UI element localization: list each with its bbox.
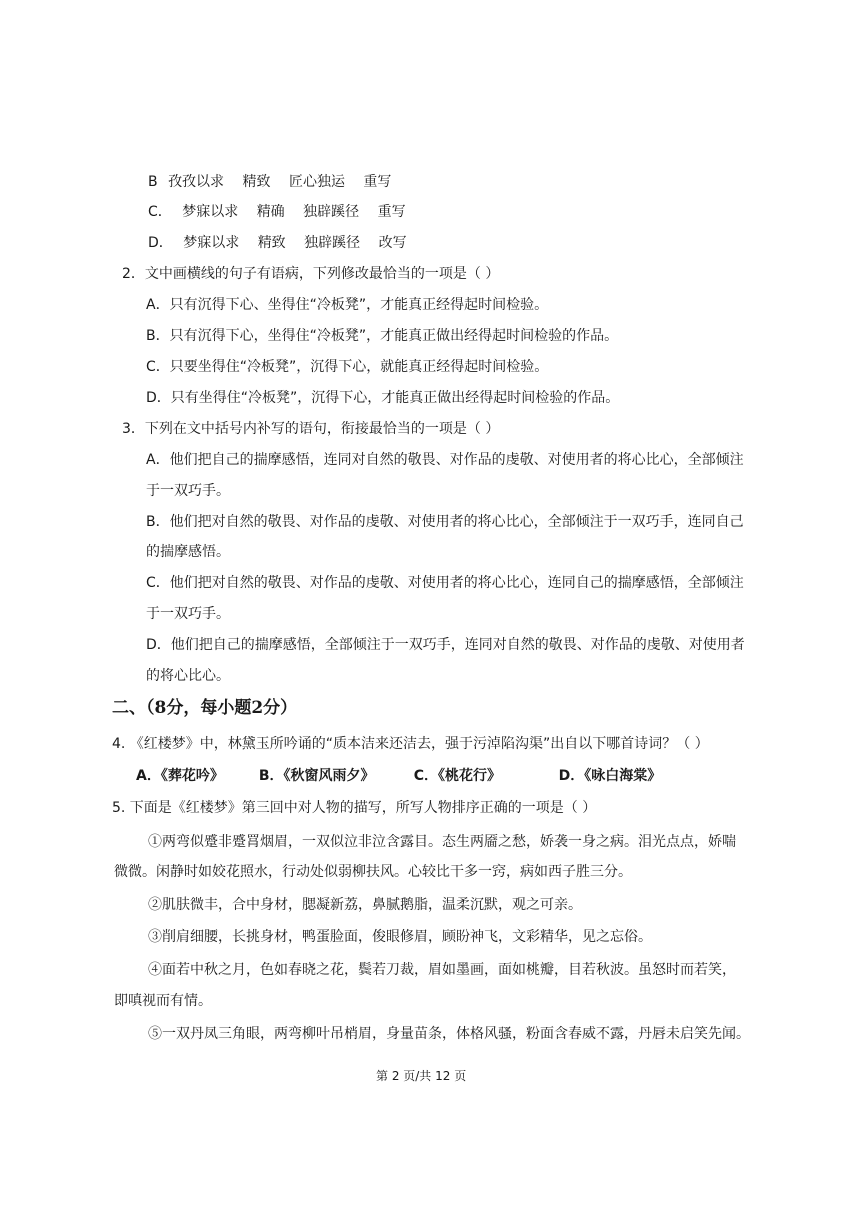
q2-option-c: C．只要坐得住“冷板凳”，沉得下心，就能真正经得起时间检验。: [146, 359, 549, 375]
page-number: 第 2 页/共 12 页: [376, 1069, 467, 1083]
q3-option-d-line2: 的将心比心。: [146, 668, 230, 684]
q4-options: [136, 766, 661, 786]
q5-passage-4-line2: 即嗔视而有情。: [114, 993, 212, 1009]
q3-option-b-line2: 的揣摩感悟。: [146, 544, 230, 560]
q5-passage-2: ②肌肤微丰，合中身材，腮凝新荔，鼻腻鹅脂，温柔沉默，观之可亲。: [148, 897, 582, 913]
q3-option-a-line1: A．他们把自己的揣摩感悟，连同对自然的敬畏、对作品的虔敬、对使用者的将心比心，全部倾注: [146, 452, 744, 468]
q5-stem: 5. 下面是《红楼梦》第三回中对人物的描写，所写人物排序正确的一项是（ ）: [112, 800, 597, 816]
q4-option-c: C．《桃花行》: [413, 768, 502, 784]
q3-option-d-line1: D．他们把自己的揣摩感悟，全部倾注于一双巧手，连同对自然的敬畏、对作品的虔敬、对使用者: [146, 637, 745, 653]
q4-stem: 4. 《红楼梦》中，林黛玉所吟诵的“质本洁来还洁去，强于污淖陷沟渠”出自以下哪首诗词？（ ）: [112, 736, 709, 752]
q5-passage-1-line1: ①两弯似蹙非蹙罥烟眉，一双似泣非泣含露目。态生两靥之愁，娇袭一身之病。泪光点点，娇喘: [148, 834, 736, 850]
q1-option-c: C． 梦寐以求 精确 独辟蹊径 重写: [148, 204, 406, 220]
q5-passage-5: ⑤一双丹凤三角眼，两弯柳叶吊梢眉，身量苗条，体格风骚，粉面含春威不露，丹唇未启笑先闻。: [148, 1026, 750, 1042]
q3-option-c-line2: 于一双巧手。: [146, 606, 230, 622]
q5-passage-4-line1: ④面若中秋之月，色如春晓之花，鬓若刀裁，眉如墨画，面如桃瓣，目若秋波。虽怒时而若笑，: [148, 962, 736, 978]
q5-passage-3: ③削肩细腰，长挑身材，鸭蛋脸面，俊眼修眉，顾盼神飞，文彩精华，见之忘俗。: [148, 929, 652, 945]
q3-option-c-line1: C．他们把对自然的敬畏、对作品的虔敬、对使用者的将心比心，连同自己的揣摩感悟，全部倾注: [146, 575, 744, 591]
q2-option-a: A．只有沉得下心、坐得住“冷板凳”，才能真正经得起时间检验。: [146, 297, 549, 313]
q4-option-a: A．《葬花吟》: [136, 768, 224, 784]
q3-option-a-line2: 于一双巧手。: [146, 483, 230, 499]
q2-option-b: B．只有沉得下心，坐得住“冷板凳”，才能真正做出经得起时间检验的作品。: [146, 328, 619, 344]
q2-option-d: D．只有坐得住“冷板凳”，沉得下心，才能真正做出经得起时间检验的作品。: [146, 390, 620, 406]
q3-stem: 3．下列在文中括号内补写的语句，衔接最恰当的一项是（ ）: [122, 421, 500, 437]
q5-passage-1-line2: 微微。闲静时如姣花照水，行动处似弱柳扶风。心较比干多一窍，病如西子胜三分。: [114, 864, 632, 880]
q4-option-b: B．《秋窗风雨夕》: [258, 768, 375, 784]
q2-stem: 2．文中画横线的句子有语病，下列修改最恰当的一项是（ ）: [122, 266, 500, 282]
q3-option-b-line1: B．他们把对自然的敬畏、对作品的虔敬、对使用者的将心比心，全部倾注于一双巧手，连同自己: [146, 514, 744, 530]
q1-option-d: D． 梦寐以求 精致 独辟蹊径 改写: [148, 235, 407, 251]
section-heading: 二、（8分，每小题2分）: [112, 698, 298, 718]
q4-option-d: D．《咏白海棠》: [558, 768, 662, 784]
q1-option-b: B 孜孜以求 精致 匠心独运 重写: [148, 174, 392, 190]
